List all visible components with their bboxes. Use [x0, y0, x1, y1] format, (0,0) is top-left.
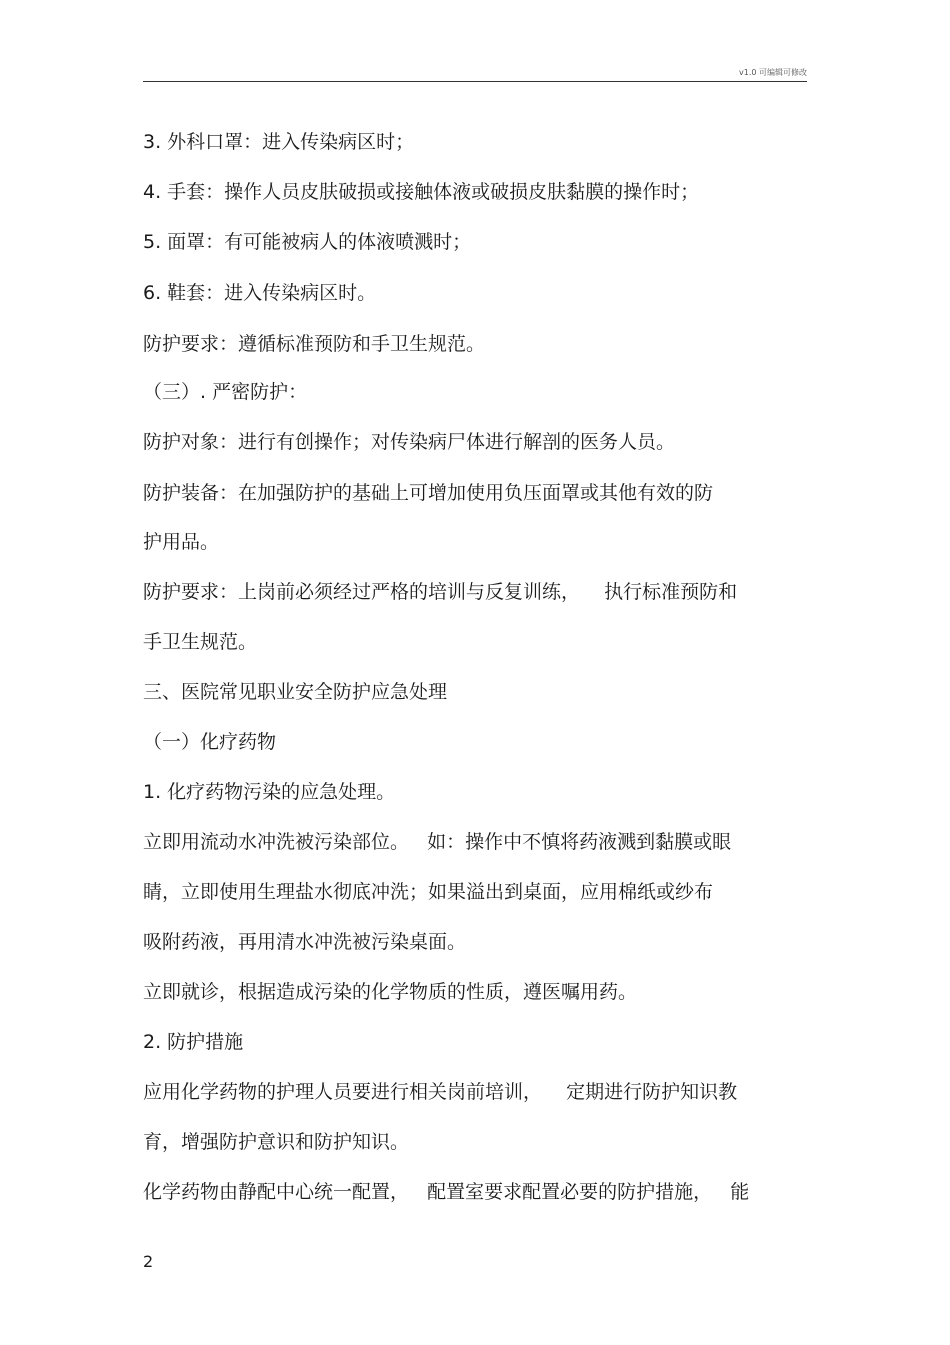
text-line: 3. 外科口罩：进入传染病区时；: [143, 131, 415, 153]
text-line: 防护装备：在加强防护的基础上可增加使用负压面罩或其他有效的防: [143, 482, 714, 504]
text-line: 育，增强防护意识和防护知识。: [143, 1131, 410, 1153]
text-line: 防护要求：上岗前必须经过严格的培训与反复训练， 执行标准预防和: [143, 581, 738, 603]
text-line: 护用品。: [143, 531, 220, 553]
text-line: 1. 化疗药物污染的应急处理。: [143, 781, 396, 803]
section-heading: 三、医院常见职业安全防护应急处理: [143, 681, 448, 703]
text-line: 立即用流动水冲洗被污染部位。 如：操作中不慎将药液溅到黏膜或眼: [143, 831, 732, 853]
text-line: 手卫生规范。: [143, 631, 258, 653]
text-line: 4. 手套：操作人员皮肤破损或接触体液或破损皮肤黏膜的操作时；: [143, 181, 700, 203]
page-number: 2: [143, 1252, 154, 1271]
text-line: 化学药物由静配中心统一配置， 配置室要求配置必要的防护措施， 能: [143, 1181, 750, 1203]
text-line: 立即就诊，根据造成污染的化学物质的性质，遵医嘱用药。: [143, 981, 638, 1003]
header-divider: [143, 81, 807, 82]
section-heading: （三）. 严密防护：: [143, 381, 308, 403]
text-line: 防护对象：进行有创操作；对传染病尸体进行解剖的医务人员。: [143, 431, 676, 453]
text-line: 防护要求：遵循标准预防和手卫生规范。: [143, 333, 486, 355]
text-line: 6. 鞋套：进入传染病区时。: [143, 282, 377, 304]
text-line: 5. 面罩：有可能被病人的体液喷溅时；: [143, 231, 472, 253]
subsection-heading: （一）化疗药物: [143, 731, 277, 753]
text-line: 2. 防护措施: [143, 1031, 244, 1053]
text-line: 应用化学药物的护理人员要进行相关岗前培训， 定期进行防护知识教: [143, 1081, 738, 1103]
text-line: 吸附药液，再用清水冲洗被污染桌面。: [143, 931, 467, 953]
text-line: 睛，立即使用生理盐水彻底冲洗；如果溢出到桌面，应用棉纸或纱布: [143, 881, 714, 903]
version-label: v1.0 可编辑可修改: [739, 68, 807, 77]
